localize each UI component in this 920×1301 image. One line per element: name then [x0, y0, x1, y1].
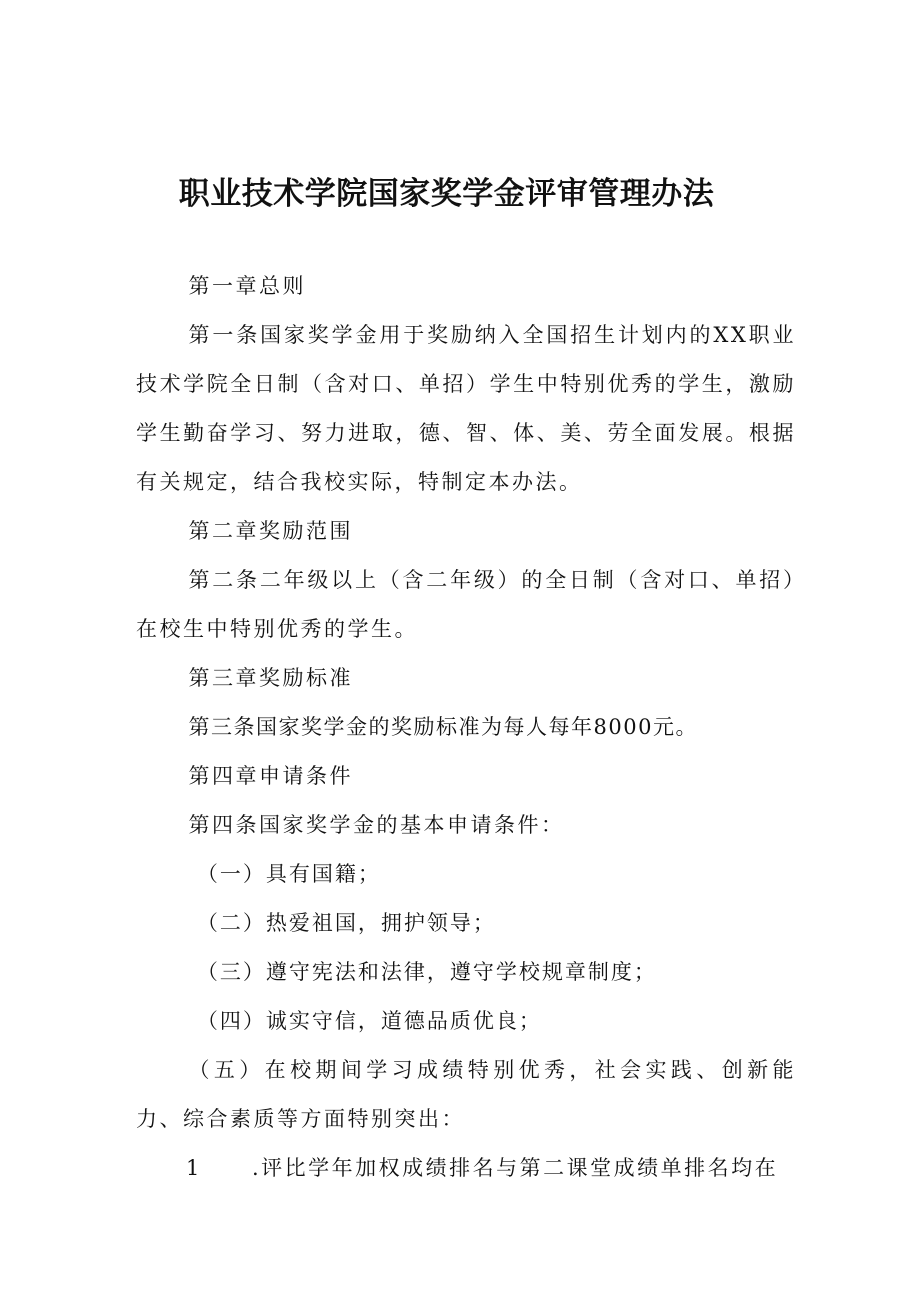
article-paragraph: 第一条国家奖学金用于奖励纳入全国招生计划内的XX职业技术学院全日制（含对口、单招）学生中特别优秀的学生，激励学生勤奋学习、努力进取，德、智、体、美、劳全面发展。根据有关规定，结合我校实际，特制定本办法。	[136, 323, 796, 494]
chapter-heading: 第四章申请条件	[188, 764, 353, 788]
chapter-heading: 第三章奖励标准	[188, 666, 353, 690]
condition-item: （一）具有国籍；	[196, 862, 381, 886]
item-text: .评比学年加权成绩排名与第二课堂成绩单排名均在	[252, 1156, 779, 1180]
document-body	[136, 262, 796, 1193]
condition-item: （三）遵守宪法和法律，遵守学校规章制度；	[196, 960, 657, 984]
chapter-heading: 第二章奖励范围	[188, 519, 353, 543]
document-title: 职业技术学院国家奖学金评审管理办法	[178, 176, 715, 212]
condition-item: （五）在校期间学习成绩特别优秀，社会实践、创新能力、综合素质等方面特别突出：	[136, 1058, 796, 1131]
article-paragraph: 第三条国家奖学金的奖励标准为每人每年8000元。	[188, 715, 698, 739]
chapter-heading: 第一章总则	[188, 274, 306, 298]
article-paragraph: 第二条二年级以上（含二年级）的全日制（含对口、单招）在校生中特别优秀的学生。	[136, 568, 796, 641]
item-number: 1	[186, 1156, 202, 1180]
article-paragraph: 第四条国家奖学金的基本申请条件：	[188, 813, 565, 837]
condition-item: （四）诚实守信，道德品质优良；	[196, 1009, 542, 1033]
condition-item: （二）热爱祖国，拥护领导；	[196, 911, 496, 935]
numbered-item	[136, 1144, 796, 1193]
